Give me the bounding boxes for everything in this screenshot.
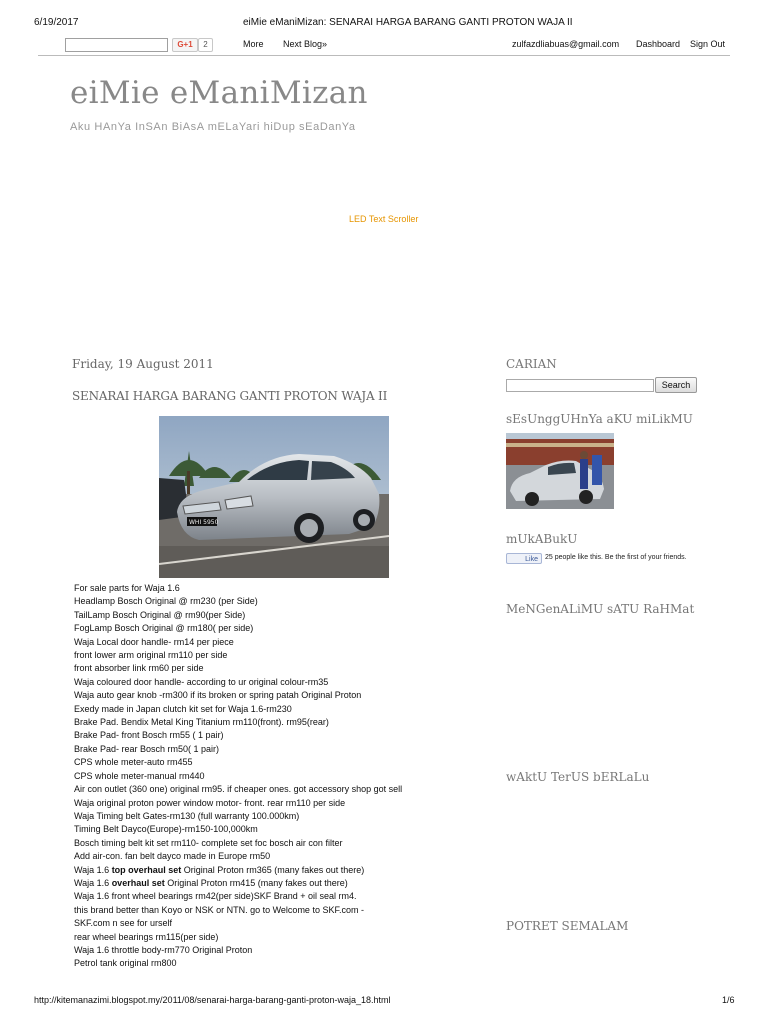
post-line: rear wheel bearings rm115(per side) [74,931,219,942]
gplus-button[interactable]: G+1 [172,38,198,52]
navbar-search-input[interactable] [65,38,168,52]
post-line: CPS whole meter-auto rm455 [74,757,193,768]
post-line-overhaul-1: Waja 1.6 top overhaul set Original Proton rm365 (many fakes out there) [74,864,365,875]
sidebar-search-button[interactable]: Search [655,377,697,393]
post-line: Petrol tank original rm800 [74,958,177,969]
post-line: this brand better than Koyo or NSK or NTN. go to Welcome to SKF.com - [74,904,364,915]
user-email: zulfazdliabuas@gmail.com [512,39,620,49]
facebook-like-text: 25 people like this. Be the first of your friends. [545,554,687,561]
post-line: Waja 1.6 throttle body-rm770 Original Proton [74,944,253,955]
print-date: 6/19/2017 [34,17,79,28]
post-line: Bosch timing belt kit set rm110- complete set foc bosch air con filter [74,837,343,848]
post-line: front lower arm original rm110 per side [74,650,228,661]
sidebar-facebook-title: mUkABukU [506,532,578,546]
post-line: Add air-con. fan belt dayco made in Europe rm50 [74,851,271,862]
sidebar-search-title: CARIAN [506,357,557,371]
sidebar-widget-title: MeNGenALiMU sATU RaHMat [506,602,695,616]
blog-title[interactable]: eiMie eManiMizan [70,75,368,111]
sidebar-search-input[interactable] [506,379,654,392]
svg-text:WHI 5950: WHI 5950 [189,519,219,526]
more-link[interactable]: More [243,39,264,49]
post-body [74,582,402,971]
post-line: Headlamp Bosch Original @ rm230 (per Side) [74,596,258,607]
next-blog-link[interactable]: Next Blog» [283,39,328,49]
post-line: CPS whole meter-manual rm440 [74,770,205,781]
post-line: Brake Pad. Bendix Metal King Titanium rm110(front). rm95(rear) [74,717,329,728]
post-title[interactable]: SENARAI HARGA BARANG GANTI PROTON WAJA II [72,389,388,403]
post-line-overhaul-2: Waja 1.6 overhaul set Original Proton rm415 (many fakes out there) [74,877,348,888]
navbar-divider [38,55,730,56]
gplus-count: 2 [198,38,213,52]
sidebar-profile-photo[interactable] [506,433,614,509]
blog-description: Aku HAnYa InSAn BiAsA mELaYari hiDup sEaDanYa [70,121,356,133]
post-line: Waja Timing belt Gates-rm130 (full warranty 100.000km) [74,810,300,821]
facebook-like-button[interactable]: Like [506,553,542,564]
post-line: TailLamp Bosch Original @ rm90(per Side) [74,609,246,620]
led-text-scroller-link[interactable]: LED Text Scroller [349,214,419,224]
post-line: Timing Belt Dayco(Europe)-rm150-100,000km [74,824,258,835]
post-date: Friday, 19 August 2011 [72,357,214,371]
post-line: Waja original proton power window motor- front. rear rm110 per side [74,797,346,808]
post-line: SKF.com n see for urself [74,918,173,929]
proton-waja-car-image[interactable] [159,416,389,578]
post-line: Waja Local door handle- rm14 per piece [74,636,234,647]
print-title: eiMie eManiMizan: SENARAI HARGA BARANG GANTI PROTON WAJA II [243,17,573,28]
post-line: Brake Pad- front Bosch rm55 ( 1 pair) [74,730,224,741]
post-line: Air con outlet (360 one) original rm95. if cheaper ones. got accessory shop got sell [74,784,403,795]
post-line: Waja coloured door handle- according to ur original colour-rm35 [74,676,329,687]
sidebar-clock-title: wAktU TerUS bERLaLu [506,770,650,784]
post-line: Brake Pad- rear Bosch rm50( 1 pair) [74,743,220,754]
print-footer-page: 1/6 [722,995,735,1005]
post-line: FogLamp Bosch Original @ rm180( per side) [74,623,254,634]
sign-out-link[interactable]: Sign Out [690,39,726,49]
print-footer-url: http://kitemanazimi.blogspot.my/2011/08/senarai-harga-barang-ganti-proton-waja_18.html [34,995,391,1005]
post-line: front absorber link rm60 per side [74,663,204,674]
post-line: Waja 1.6 front wheel bearings rm42(per side)SKF Brand + oil seal rm4. [74,891,357,902]
post-line: Exedy made in Japan clutch kit set for Waja 1.6-rm230 [74,703,292,714]
post-line: Waja auto gear knob -rm300 if its broken or spring patah Original Proton [74,690,362,701]
dashboard-link[interactable]: Dashboard [636,39,681,49]
sidebar-potret-title: POTRET SEMALAM [506,919,629,933]
post-line: For sale parts for Waja 1.6 [74,583,180,593]
sidebar-photo-title: sEsUnggUHnYa aKU miLikMU [506,412,693,426]
